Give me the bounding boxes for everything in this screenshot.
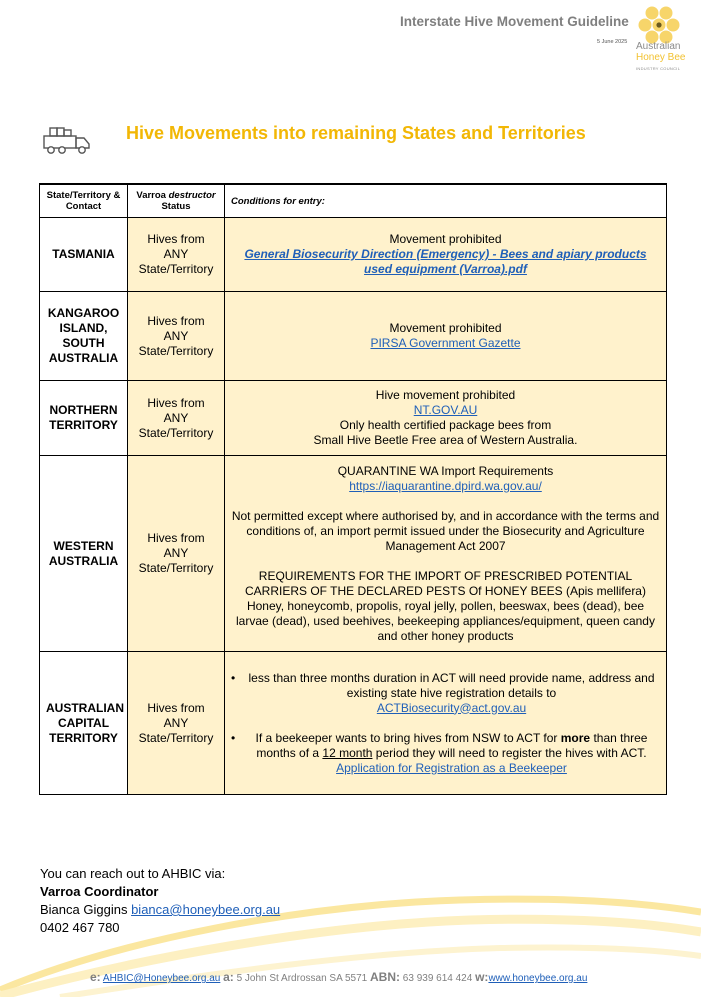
footer-address: 5 John St Ardrossan SA 5571 (236, 973, 368, 984)
conditions-cell (225, 381, 667, 456)
contact-email-link[interactable]: bianca@honeybee.org.au (131, 902, 281, 917)
bullet-text: less than three months duration in ACT will need provide name, address and existing state hive registration details to (248, 670, 655, 700)
bullet-item (231, 731, 660, 776)
condition-text: QUARANTINE WA Import Requirements (337, 463, 554, 478)
bullet-text-d: 12 month (322, 745, 373, 760)
header-conditions: Conditions for entry: (225, 184, 667, 218)
conditions-cell (225, 292, 667, 381)
condition-text: Small Hive Beetle Free area of Western Australia. (313, 433, 578, 447)
bullet-text-b: more (560, 730, 591, 745)
bullet-text-a: If a beekeeper wants to bring hives from NSW to ACT for (255, 730, 561, 745)
wa-quarantine-link[interactable]: https://iaquarantine.dpird.wa.gov.au/ (349, 478, 542, 493)
section-title: Hive Movements into remaining States and Territories (126, 123, 586, 143)
status-cell: Hives from ANY State/Territory (128, 292, 225, 381)
footer-email-link[interactable]: AHBIC@Honeybee.org.au (102, 973, 221, 984)
contact-name: Bianca Giggins (40, 902, 128, 917)
header-status-a: Varroa (136, 190, 169, 201)
footer-a-label: a: (223, 970, 234, 984)
header-status (128, 184, 225, 218)
table-row (40, 218, 667, 292)
state-cell: TASMANIA (40, 218, 128, 292)
footer-abn-label: ABN: (370, 970, 401, 984)
footer-w-label: w: (475, 970, 489, 984)
nt-gov-link[interactable]: NT.GOV.AU (413, 403, 478, 417)
act-biosecurity-email-link[interactable]: ACTBiosecurity@act.gov.au (376, 700, 527, 715)
spacer (231, 716, 660, 731)
table-row (40, 456, 667, 652)
state-cell: KANGAROO ISLAND, SOUTH AUSTRALIA (40, 292, 128, 381)
condition-text: Only health certified package bees from (339, 418, 552, 432)
condition-text: Movement prohibited (389, 321, 502, 335)
bullet-text-c: than three months of a (256, 730, 648, 760)
state-cell: AUSTRALIAN CAPITAL TERRITORY (40, 652, 128, 795)
status-cell: Hives from ANY State/Territory (128, 652, 225, 795)
document-date: 5 June 2025 (597, 39, 628, 45)
beekeeper-registration-link[interactable]: Application for Registration as a Beekeeper (336, 760, 567, 775)
logo-line1: Australian (636, 41, 681, 52)
status-cell: Hives from ANY State/Territory (128, 456, 225, 652)
logo-line2: Honey Bee (636, 52, 686, 63)
header-status-c: Status (161, 201, 191, 212)
status-cell: Hives from ANY State/Territory (128, 381, 225, 456)
footer-website-link[interactable]: www.honeybee.org.au (488, 973, 588, 984)
bullet-item (231, 671, 660, 716)
condition-paragraph: Not permitted except where authorised by, and in accordance with the terms and conditions of, an import permit issued under the Biosecurity and Agriculture Management Act 2007 (231, 508, 660, 553)
conditions-cell (225, 456, 667, 652)
pirsa-gazette-link[interactable]: PIRSA Government Gazette (370, 336, 521, 350)
bullet-text-e: period they will need to register the hives with ACT. (372, 745, 647, 760)
condition-text: Movement prohibited (389, 232, 502, 246)
header-status-b: destructor (168, 190, 216, 201)
logo-line3: INDUSTRY COUNCIL (636, 66, 681, 71)
state-cell: NORTHERN TERRITORY (40, 381, 128, 456)
spacer (231, 494, 660, 509)
header-state: State/Territory & Contact (40, 184, 128, 218)
table-row (40, 381, 667, 456)
truck-icon (42, 124, 92, 156)
footer-abn: 63 939 614 424 (402, 973, 473, 984)
spacer (231, 554, 660, 569)
tasmania-direction-link[interactable]: General Biosecurity Direction (Emergency) - Bees and apiary products used equipment (Varroa).pdf (244, 247, 647, 276)
conditions-cell (225, 218, 667, 292)
state-cell: WESTERN AUSTRALIA (40, 456, 128, 652)
table-row (40, 292, 667, 381)
contact-intro: You can reach out to AHBIC via: (40, 866, 226, 881)
condition-text: Hive movement prohibited (375, 388, 516, 402)
conditions-cell (225, 652, 667, 795)
footer (90, 970, 587, 984)
contact-role: Varroa Coordinator (40, 884, 159, 899)
table-row (40, 652, 667, 795)
hive-movement-table (39, 183, 667, 795)
table-header-row (40, 184, 667, 218)
status-cell: Hives from ANY State/Territory (128, 218, 225, 292)
document-title: Interstate Hive Movement Guideline (400, 14, 629, 29)
logo-text (636, 41, 696, 74)
contact-phone: 0402 467 780 (40, 920, 120, 935)
condition-paragraph: REQUIREMENTS FOR THE IMPORT OF PRESCRIBED POTENTIAL CARRIERS OF THE DECLARED PESTS Of HONEY BEES (Apis mellifera) Honey, honeycomb, propolis, royal jelly, pollen, beeswax, bees (dead), bee larvae (dead), used beehives, beekeeping appliances/equipment, queen candy and other honey products (236, 568, 655, 643)
footer-e-label: e: (90, 970, 101, 984)
contact-block (40, 865, 280, 937)
